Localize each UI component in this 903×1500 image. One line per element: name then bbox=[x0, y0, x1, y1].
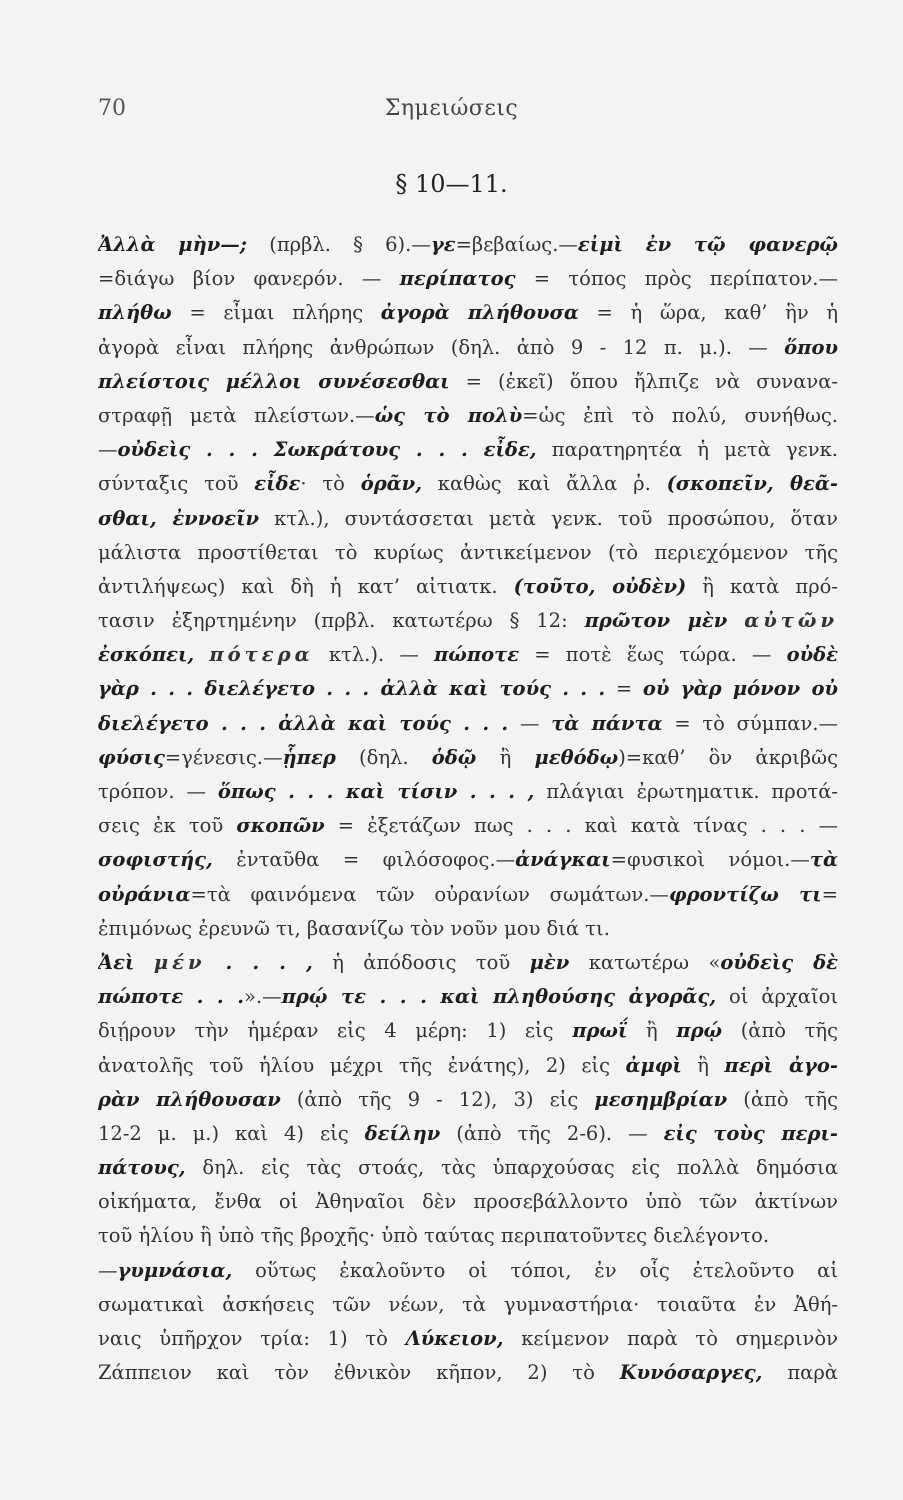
gloss-text: ἢ κατὰ πρό- bbox=[686, 574, 838, 598]
lemma: διελέγετο . . . ἀλλὰ καὶ τούς . . . bbox=[98, 711, 509, 735]
lemma: πρῴ bbox=[676, 1019, 723, 1043]
lemma: μὲν bbox=[529, 950, 570, 974]
lemma: εἰμὶ ἐν τῷ φανερῷ bbox=[577, 233, 838, 256]
text-line bbox=[98, 433, 838, 467]
lemma: πλείστοις μέλλοι συνέσεσθαι bbox=[98, 369, 450, 393]
gloss-text: σεις ἐκ τοῦ bbox=[98, 814, 237, 838]
lemma: ὅπου bbox=[784, 335, 838, 359]
text-line bbox=[98, 878, 838, 912]
spaced-lemma: πότερα bbox=[209, 643, 314, 667]
lemma: . . . , bbox=[205, 950, 313, 974]
lemma: δείλην bbox=[364, 1121, 441, 1145]
gloss-text: παρὰ bbox=[762, 1361, 838, 1385]
gloss-text: κτλ.), συντάσσεται μετὰ γενκ. τοῦ προσώπου, ὅταν bbox=[259, 506, 838, 530]
lemma: Λύκειον, bbox=[405, 1327, 504, 1350]
lemma: οὐ γὰρ μόνον οὐ bbox=[642, 677, 838, 701]
text-line bbox=[98, 228, 838, 262]
lemma: σοφιστής, bbox=[98, 848, 213, 872]
gloss-text: τασιν ἐξηρτημένην (πρβλ. κατωτέρω § 12: bbox=[98, 609, 585, 633]
text-line bbox=[98, 912, 838, 946]
text-line bbox=[98, 262, 838, 296]
spaced-lemma: μέν bbox=[153, 950, 206, 974]
text-line bbox=[98, 1219, 838, 1253]
lemma: τὰ πάντα bbox=[551, 711, 663, 735]
gloss-text: ἀνατολῆς τοῦ ἡλίου μέχρι τῆς ἐνάτης), 2) εἰς bbox=[98, 1053, 626, 1077]
gloss-text: = ἡ ὥρα, καθ’ ἣν ἡ bbox=[578, 301, 838, 325]
lemma: πρῶτον μὲν bbox=[584, 609, 728, 633]
lemma: (τοῦτο, οὐδὲν) bbox=[513, 574, 687, 598]
gloss-text: οἰκήματα, ἔνθα οἱ Ἀθηναῖοι δὲν προσεβάλλοντο ὑπὸ τῶν ἀκτίνων bbox=[98, 1190, 838, 1214]
gloss-text: (ἀπὸ τῆς 9 - 12), 3) εἰς bbox=[280, 1087, 595, 1111]
gloss-text: ἡ ἀπόδοσις τοῦ bbox=[312, 950, 530, 974]
gloss-text: μάλιστα προστίθεται τὸ κυρίως ἀντικείμενον (τὸ περιεχόμενον τῆς bbox=[98, 540, 838, 564]
gloss-text: ἢ bbox=[476, 745, 535, 769]
gloss-text: κατωτέρω « bbox=[569, 950, 721, 974]
gloss-text: ἐπιμόνως ἐρευνῶ τι, βασανίζω τὸν νοῦν μου διά τι. bbox=[98, 916, 610, 940]
gloss-text: ».— bbox=[244, 985, 282, 1009]
gloss-text: Ζάππειον καὶ τὸν ἐθνικὸν κῆπον, 2) τὸ bbox=[98, 1361, 620, 1385]
text-line bbox=[98, 1254, 838, 1288]
gloss-text: ἀγορὰ εἶναι πλήρης ἀνθρώπων (δηλ. ἀπὸ 9 - 12 π. μ.). — bbox=[98, 335, 785, 359]
gloss-text: = εἶμαι πλήρης bbox=[171, 301, 381, 325]
lemma: Ἀλλὰ μὴν—; bbox=[98, 233, 247, 256]
lemma: μεσημβρίαν bbox=[594, 1087, 728, 1111]
lemma: πρωΐ bbox=[572, 1019, 628, 1043]
text-line bbox=[98, 946, 838, 980]
lemma: ἐσκόπει, bbox=[98, 643, 195, 667]
gloss-text: — bbox=[98, 438, 118, 462]
text-line bbox=[98, 1185, 838, 1219]
lemma: πώποτε . . . bbox=[98, 985, 245, 1009]
gloss-text: οἱ ἀρχαῖοι bbox=[716, 985, 838, 1009]
lemma: πάτους, bbox=[98, 1156, 186, 1180]
lemma: εἶδε bbox=[254, 472, 301, 496]
text-line bbox=[98, 365, 838, 399]
lemma: σθαι, ἐννοεῖν bbox=[98, 506, 260, 530]
gloss-text bbox=[134, 951, 153, 974]
text-line bbox=[98, 1049, 838, 1083]
section-heading: § 10—11. bbox=[395, 170, 508, 198]
text-line bbox=[98, 809, 838, 843]
text-line bbox=[98, 980, 838, 1014]
text-line bbox=[98, 570, 838, 604]
gloss-text: τρόπον. — bbox=[98, 780, 218, 803]
lemma: περίπατος bbox=[399, 267, 516, 291]
text-line bbox=[98, 1014, 838, 1048]
text-line bbox=[98, 707, 838, 741]
gloss-text: (ἀπὸ τῆς bbox=[727, 1087, 838, 1111]
gloss-text: ἀντιλήψεως) καὶ δὴ ἡ κατ’ αἰτιατκ. bbox=[98, 574, 514, 598]
gloss-text: = bbox=[605, 677, 643, 701]
gloss-text: στραφῇ μετὰ πλείστων.— bbox=[98, 403, 375, 427]
lemma: μεθόδῳ bbox=[534, 745, 619, 769]
gloss-text: = bbox=[821, 882, 838, 906]
text-line bbox=[98, 775, 838, 809]
lemma: γυμνάσια, bbox=[117, 1258, 233, 1282]
text-line bbox=[98, 502, 838, 536]
gloss-text: οὕτως ἐκαλοῦντο οἱ τόποι, ἐν οἷς ἐτελοῦντο αἱ bbox=[232, 1258, 838, 1282]
gloss-text: =τὰ φαινόμενα τῶν οὐρανίων σωμάτων.— bbox=[190, 882, 669, 906]
lemma: τὰ bbox=[809, 848, 838, 872]
lemma: Κυνόσαργες, bbox=[619, 1361, 763, 1385]
text-line bbox=[98, 1151, 838, 1185]
gloss-text: ἢ bbox=[681, 1053, 725, 1077]
gloss-text: (ἀπὸ τῆς bbox=[722, 1019, 838, 1043]
gloss-text: τοῦ ἡλίου ἢ ὑπὸ τῆς βροχῆς· ὑπὸ ταύτας περιπατοῦντες διελέγοντο. bbox=[98, 1224, 770, 1248]
lemma: γε bbox=[430, 233, 456, 256]
gloss-text: κείμενον παρὰ τὸ σημερινὸν bbox=[503, 1327, 838, 1350]
spaced-lemma: αὐτῶν bbox=[744, 609, 838, 633]
text-line bbox=[98, 741, 838, 775]
text-line bbox=[98, 638, 838, 672]
lemma: οὐδὲ bbox=[786, 643, 838, 667]
gloss-text: =βεβαίως.— bbox=[455, 233, 578, 256]
lemma: ὁρᾶν, bbox=[360, 472, 422, 496]
gloss-text bbox=[727, 609, 744, 632]
page-number: 70 bbox=[98, 96, 126, 121]
text-line bbox=[98, 296, 838, 330]
gloss-text: = τόπος πρὸς περίπατον.— bbox=[515, 267, 838, 291]
lemma: σκοπῶν bbox=[236, 814, 325, 838]
lemma: ἀνάγκαι bbox=[515, 848, 611, 872]
gloss-text: — bbox=[98, 1258, 118, 1282]
lemma: Ἀεὶ bbox=[98, 950, 135, 974]
gloss-text: ναις ὑπῆρχον τρία: 1) τὸ bbox=[98, 1327, 406, 1350]
gloss-text: κτλ.). — bbox=[313, 643, 434, 667]
text-line bbox=[98, 331, 838, 365]
gloss-text: =ὡς ἐπὶ τὸ πολύ, συνήθως. bbox=[522, 403, 838, 427]
gloss-text: παρατηρητέα ἡ μετὰ γενκ. bbox=[536, 438, 838, 462]
text-line bbox=[98, 843, 838, 877]
lemma: εἰς τοὺς περι- bbox=[663, 1121, 838, 1145]
gloss-text: (πρβλ. § 6).— bbox=[246, 233, 431, 256]
gloss-text: διῄρουν τὴν ἡμέραν εἰς 4 μέρη: 1) εἰς bbox=[98, 1019, 573, 1043]
lemma: ὡς τὸ πολὺ bbox=[374, 403, 523, 427]
lemma: φροντίζω τι bbox=[668, 882, 822, 906]
lemma: ἀγορὰ πλήθουσα bbox=[380, 301, 579, 325]
lemma: γὰρ . . . διελέγετο . . . ἀλλὰ καὶ τούς . . . bbox=[98, 677, 606, 701]
text-line bbox=[98, 536, 838, 570]
gloss-text: σύνταξις τοῦ bbox=[98, 472, 255, 496]
text-line bbox=[98, 672, 838, 706]
text-line bbox=[98, 1288, 838, 1322]
lemma: ρὰν πλήθουσαν bbox=[98, 1087, 281, 1111]
lemma: πλήθω bbox=[98, 301, 172, 325]
gloss-text: = τὸ σύμπαν.— bbox=[662, 711, 838, 735]
lemma: (σκοπεῖν, θεᾶ- bbox=[666, 472, 838, 496]
lemma: οὐράνια bbox=[98, 882, 191, 906]
lemma: ἀμφὶ bbox=[625, 1053, 682, 1077]
lemma: φύσις bbox=[98, 745, 165, 769]
commentary-text bbox=[98, 228, 838, 1390]
gloss-text: ἐνταῦθα = φιλόσοφος.— bbox=[212, 848, 516, 872]
gloss-text: σωματικαὶ ἀσκήσεις τῶν νέων, τὰ γυμναστήρια· τοιαῦτα ἐν Ἀθή- bbox=[98, 1292, 838, 1316]
gloss-text: 12-2 μ. μ.) καὶ 4) εἰς bbox=[98, 1121, 365, 1145]
text-line bbox=[98, 604, 838, 638]
lemma: πρῴ τε . . . καὶ πληθούσης ἀγορᾶς, bbox=[281, 985, 717, 1009]
gloss-text: =διάγω βίον φανερόν. — bbox=[98, 267, 400, 291]
lemma: ᾗπερ bbox=[282, 745, 336, 769]
running-title: Σημειώσεις bbox=[384, 96, 519, 121]
text-line bbox=[98, 1083, 838, 1117]
lemma: ὁδῷ bbox=[431, 745, 477, 769]
lemma: οὐδεὶς δὲ bbox=[720, 950, 838, 974]
gloss-text: πλάγιαι ἐρωτηματικ. προτά- bbox=[534, 780, 838, 803]
gloss-text bbox=[194, 643, 209, 666]
text-line bbox=[98, 467, 838, 501]
gloss-text: =φυσικοὶ νόμοι.— bbox=[610, 848, 810, 872]
text-line bbox=[98, 399, 838, 433]
gloss-text: (δηλ. bbox=[335, 745, 432, 769]
gloss-text: — bbox=[508, 711, 552, 735]
gloss-text: = (ἐκεῖ) ὅπου ἤλπιζε νὰ συνανα- bbox=[449, 369, 838, 393]
gloss-text: καθὼς καὶ ἄλλα ῥ. bbox=[422, 472, 667, 496]
gloss-text: )=καθ’ ὃν ἀκριβῶς bbox=[618, 745, 838, 769]
text-line bbox=[98, 1356, 838, 1390]
text-line bbox=[98, 1117, 838, 1151]
lemma: πώποτε bbox=[434, 643, 520, 667]
lemma: περὶ ἀγο- bbox=[724, 1053, 838, 1077]
gloss-text: = ἐξετάζων πως . . . καὶ κατὰ τίνας . . . — bbox=[324, 814, 838, 838]
gloss-text: · τὸ bbox=[300, 472, 361, 496]
gloss-text: δηλ. εἰς τὰς στοάς, τὰς ὑπαρχούσας εἰς πολλὰ δημόσια bbox=[185, 1156, 838, 1180]
text-line bbox=[98, 1322, 838, 1356]
gloss-text: =γένεσις.— bbox=[164, 745, 283, 769]
lemma: οὐδεὶς . . . Σωκράτους . . . εἶδε, bbox=[117, 438, 537, 462]
gloss-text: ἢ bbox=[627, 1019, 677, 1043]
gloss-text: (ἀπὸ τῆς 2-6). — bbox=[440, 1121, 664, 1145]
gloss-text: = ποτὲ ἕως τώρα. — bbox=[519, 643, 787, 667]
lemma: ὅπως . . . καὶ τίσιν . . . , bbox=[217, 780, 535, 803]
